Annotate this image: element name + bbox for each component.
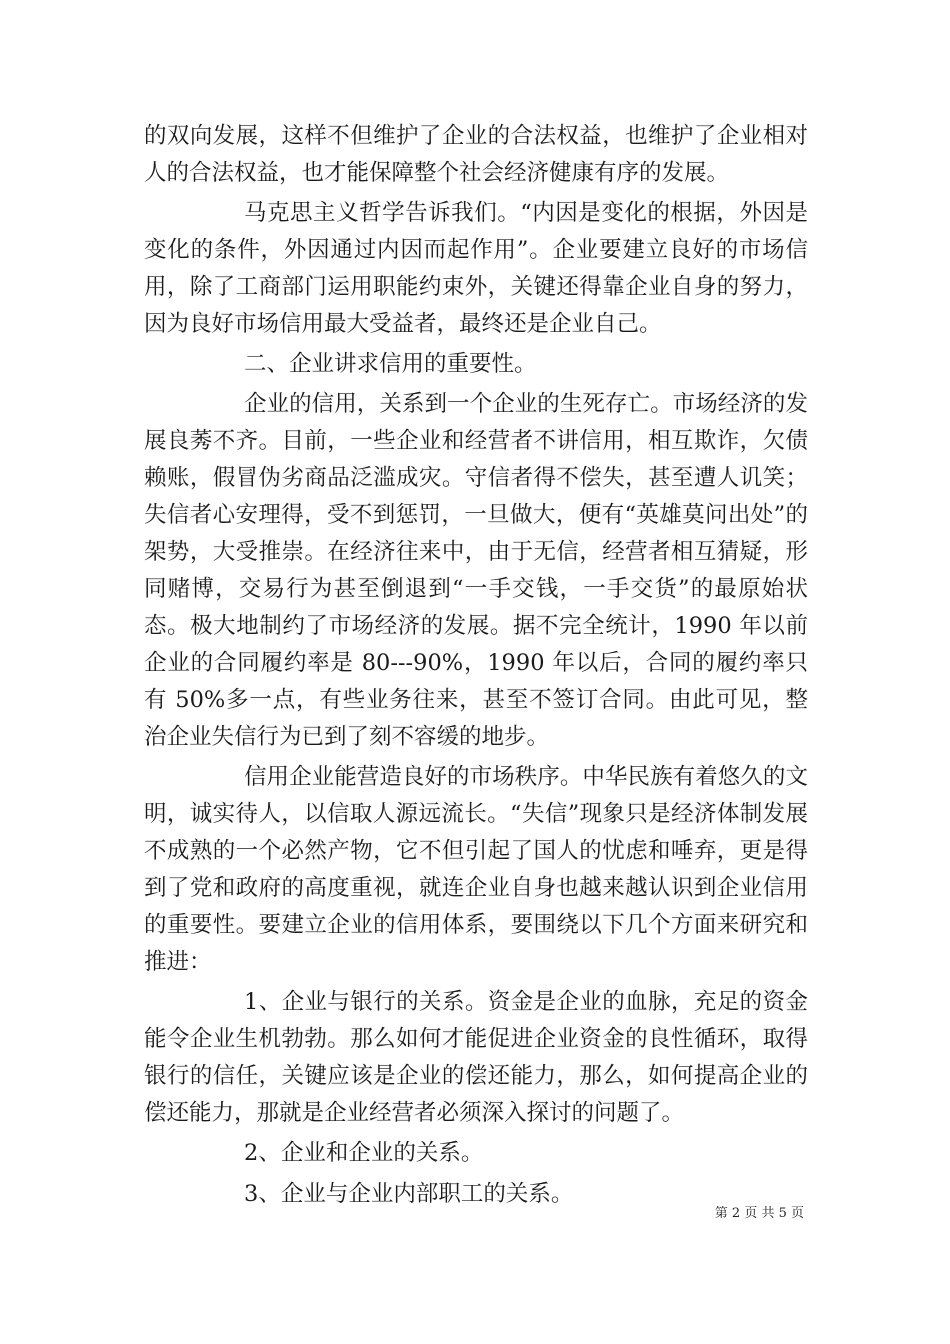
- list-item-enterprise-relation: 2、企业和企业的关系。: [244, 1140, 484, 1166]
- section-heading: 二、企业讲求信用的重要性。: [244, 351, 537, 377]
- paragraph-market-order: 信用企业能营造良好的市场秩序。中华民族有着悠久的文明，诚实待人，以信取人源远流长。“失信”现象只是经济体制发展不成熟的一个必然产物，它不但引起了国人的忧虑和唾弃，更是得到了党和政府的高度重视，就连企业自身也越来越认识到企业信用的重要性。要建立企业的信用体系，要围绕以下几个方面来研究和推进：: [144, 764, 808, 975]
- paragraph-credit-importance: 企业的信用，关系到一个企业的生死存亡。市场经济的发展良莠不齐。目前，一些企业和经营者不讲信用，相互欺诈，欠债赖账，假冒伪劣商品泛滥成灾。守信者得不偿失，甚至遭人讥笑；失信者心安理得，受不到惩罚，一旦做大，便有“英雄莫问出处”的架势，大受推崇。在经济往来中，由于无信，经营者相互猜疑，形同赌博，交易行为甚至倒退到“一手交钱，一手交货”的最原始状态。极大地制约了市场经济的发展。据不完全统计，1990 年以前企业的合同履约率是 80---90%，1990 年以后，合同的履约率只有 50%多一点，有些业务往来，甚至不签订合同。由此可见，整治企业失信行为已到了刻不容缓的地步。: [144, 391, 808, 750]
- paragraph-continuation: 的双向发展，这样不但维护了企业的合法权益，也维护了企业相对人的合法权益，也才能保障整个社会经济健康有序的发展。: [144, 123, 808, 186]
- list-item-bank-relation: 1、企业与银行的关系。资金是企业的血脉，充足的资金能令企业生机勃勃。那么如何才能促进企业资金的良性循环，取得银行的信任，关键应该是企业的偿还能力，那么，如何提高企业的偿还能力，那就是企业经营者必须深入探讨的问题了。: [144, 989, 808, 1126]
- document-body: [144, 118, 808, 1213]
- paragraph-marxism: 马克思主义哲学告诉我们。“内因是变化的根据，外因是变化的条件，外因通过内因而起作用”。企业要建立良好的市场信用，除了工商部门运用职能约束外，关键还得靠企业自身的努力，因为良好市场信用最大受益者，最终还是企业自己。: [144, 200, 808, 337]
- list-item-employee-relation: 3、企业与企业内部职工的关系。: [244, 1181, 574, 1207]
- page-number: 第 2 页 共 5 页: [714, 1206, 804, 1221]
